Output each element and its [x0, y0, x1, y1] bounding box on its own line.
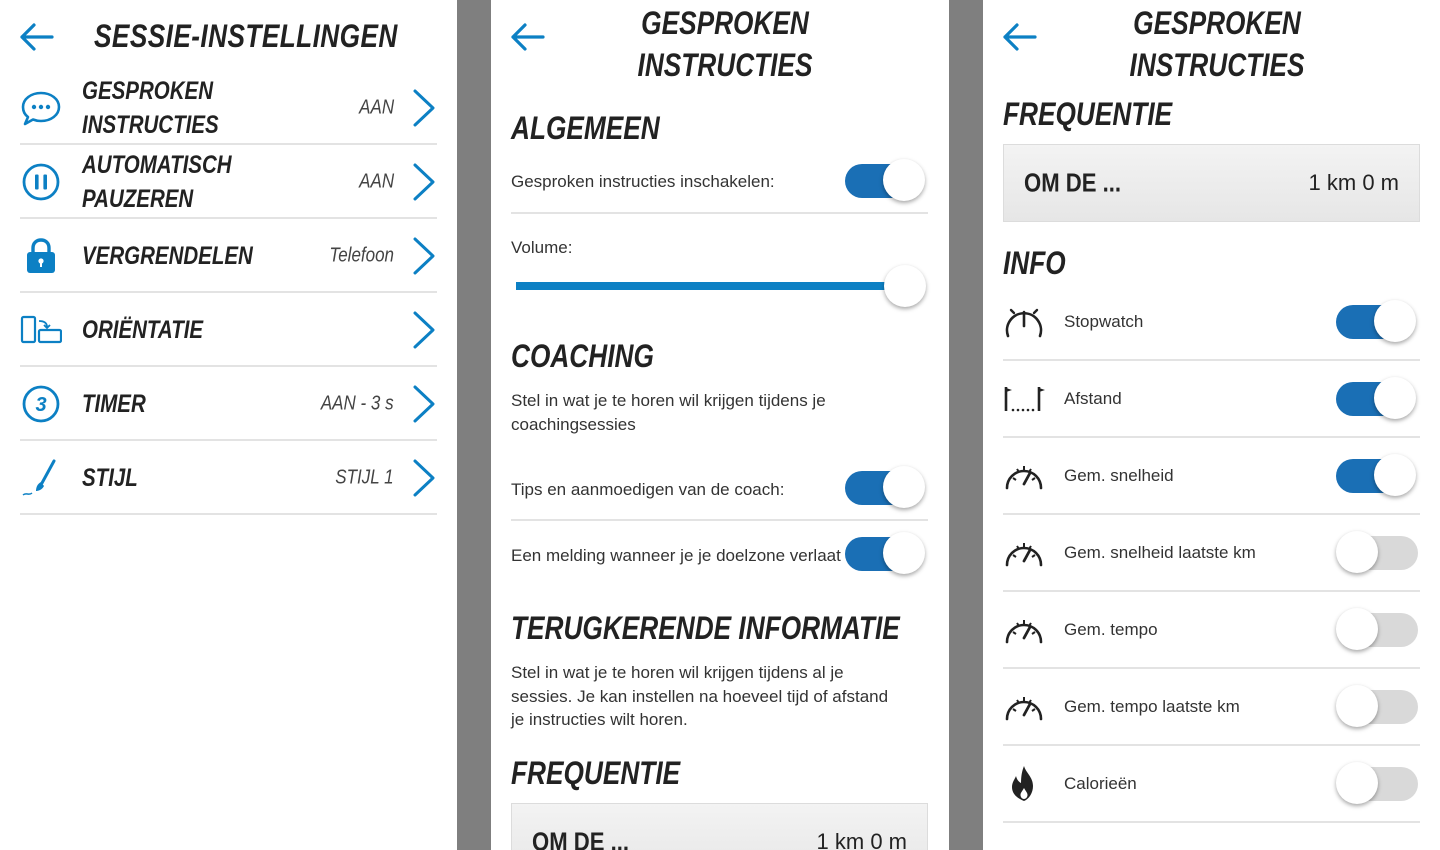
session-settings-panel	[0, 0, 457, 850]
divider	[511, 519, 928, 521]
brush-icon	[20, 457, 62, 499]
timer-digit: 3	[35, 393, 47, 416]
back-arrow-icon[interactable]	[1001, 22, 1037, 52]
info-item-partial	[1003, 823, 1420, 850]
enable-voice-toggle[interactable]	[845, 159, 927, 203]
settings-item-value: Telefoon	[329, 244, 394, 266]
frequency-selector[interactable]	[511, 803, 928, 850]
section-heading-recurring-info: TERUGKERENDE INFORMATIE	[511, 610, 900, 646]
zone-alert-label: Een melding wanneer je je doelzone verlaat	[511, 546, 841, 565]
info-item-toggle[interactable]	[1336, 762, 1418, 806]
volume-slider-handle[interactable]	[884, 265, 926, 307]
speedometer-icon	[1003, 610, 1045, 650]
recurring-description-line3: je instructies wilt horen.	[511, 710, 688, 729]
recurring-info-description	[511, 661, 888, 732]
frequency-selector[interactable]	[1003, 144, 1420, 222]
back-arrow-icon[interactable]	[509, 22, 545, 52]
frequency-value: 1 km 0 m	[816, 829, 907, 850]
page-title-line2: INSTRUCTIES	[1129, 47, 1305, 83]
recurring-description-line2: sessies. Je kan instellen na hoeveel tijd of afstand	[511, 686, 889, 706]
divider	[511, 212, 928, 214]
lock-icon	[20, 235, 62, 277]
info-item-label: Afstand	[1064, 388, 1122, 408]
settings-item-label-line2: INSTRUCTIES	[82, 110, 219, 139]
speech-bubble-icon	[20, 87, 62, 129]
settings-item-value: STIJL 1	[335, 466, 394, 488]
coach-tips-label: Tips en aanmoedigen van de coach:	[511, 480, 785, 499]
info-item-label: Gem. snelheid laatste km	[1064, 542, 1256, 562]
info-item-stopwatch	[1003, 284, 1420, 361]
info-item-toggle[interactable]	[1336, 300, 1418, 344]
settings-item-value: AAN	[359, 96, 394, 118]
info-item-label: Stopwatch	[1064, 311, 1144, 331]
settings-item-label: AUTOMATISCH	[82, 150, 232, 179]
settings-item-label-line2: PAUZEREN	[82, 184, 194, 213]
info-item-avg-pace	[1003, 592, 1420, 669]
settings-item-value: AAN	[359, 170, 394, 192]
chevron-right-icon	[411, 384, 437, 424]
info-item-toggle[interactable]	[1336, 685, 1418, 729]
settings-item-voice-instructions[interactable]	[20, 72, 437, 145]
coaching-description	[511, 389, 826, 436]
settings-item-label: TIMER	[82, 389, 146, 418]
info-item-label: Gem. snelheid	[1064, 465, 1174, 485]
chevron-right-icon	[411, 458, 437, 498]
page-title-line1: GESPROKEN	[641, 5, 809, 41]
distance-flags-icon	[1003, 379, 1045, 419]
info-item-toggle[interactable]	[1336, 531, 1418, 575]
info-item-label: Gem. tempo laatste km	[1064, 696, 1240, 716]
settings-item-label: STIJL	[82, 463, 138, 492]
info-item-distance	[1003, 361, 1420, 438]
info-item-toggle[interactable]	[1336, 454, 1418, 498]
speedometer-icon	[1003, 533, 1045, 573]
settings-item-style[interactable]	[20, 442, 437, 515]
zone-alert-toggle[interactable]	[845, 532, 927, 576]
voice-instructions-detail-panel	[983, 0, 1440, 850]
settings-item-timer[interactable]	[20, 368, 437, 441]
chevron-right-icon	[411, 162, 437, 202]
chevron-right-icon	[411, 310, 437, 350]
stopwatch-icon	[1003, 302, 1045, 342]
voice-instructions-panel	[491, 0, 949, 850]
page-title-line2: INSTRUCTIES	[637, 47, 813, 83]
frequency-value: 1 km 0 m	[1308, 170, 1399, 195]
chevron-right-icon	[411, 236, 437, 276]
settings-item-lock[interactable]	[20, 220, 437, 293]
orientation-icon	[20, 309, 62, 351]
section-heading-frequency: FREQUENTIE	[511, 755, 681, 791]
back-arrow-icon[interactable]	[18, 22, 54, 52]
info-item-label: Calorieën	[1064, 773, 1137, 793]
volume-slider-track	[516, 282, 886, 290]
info-item-label: Gem. tempo	[1064, 619, 1158, 639]
flame-icon	[1003, 764, 1045, 804]
page-title-line1: GESPROKEN	[1133, 5, 1301, 41]
timer-icon	[20, 383, 62, 425]
settings-item-label: VERGRENDELEN	[82, 241, 253, 270]
info-item-calories	[1003, 746, 1420, 823]
page-title	[575, 2, 875, 86]
enable-voice-label: Gesproken instructies inschakelen:	[511, 172, 775, 191]
info-item-toggle[interactable]	[1336, 377, 1418, 421]
coach-tips-toggle[interactable]	[845, 466, 927, 510]
volume-slider[interactable]	[516, 265, 926, 309]
recurring-description-line1: Stel in wat je te horen wil krijgen tijdens al je	[511, 663, 844, 682]
section-heading-coaching: COACHING	[511, 338, 654, 374]
settings-item-label: GESPROKEN	[82, 76, 214, 105]
chevron-right-icon	[411, 88, 437, 128]
section-heading-general: ALGEMEEN	[511, 110, 660, 146]
settings-item-label: ORIËNTATIE	[82, 315, 204, 344]
pause-icon	[20, 161, 62, 203]
info-item-avg-speed-last-km	[1003, 515, 1420, 592]
settings-item-auto-pause[interactable]	[20, 146, 437, 219]
coaching-description-line2: coachingsessies	[511, 414, 636, 434]
info-item-avg-pace-last-km	[1003, 669, 1420, 746]
settings-item-value: AAN - 3 s	[321, 392, 394, 414]
info-item-avg-speed	[1003, 438, 1420, 515]
volume-label: Volume:	[511, 238, 573, 257]
speedometer-icon	[1003, 456, 1045, 496]
page-title	[1067, 2, 1367, 86]
section-heading-frequency: FREQUENTIE	[1003, 96, 1173, 132]
info-item-toggle[interactable]	[1336, 608, 1418, 652]
frequency-label: OM DE ...	[532, 826, 630, 850]
frequency-label: OM DE ...	[1024, 167, 1122, 198]
speedometer-icon	[1003, 687, 1045, 727]
zone-alert-label-clip	[511, 544, 849, 568]
page-title: SESSIE-INSTELLINGEN	[94, 18, 398, 54]
coaching-description-line1: Stel in wat je te horen wil krijgen tijdens je	[511, 391, 826, 410]
settings-item-orientation[interactable]	[20, 294, 437, 367]
section-heading-info: INFO	[1003, 245, 1066, 281]
